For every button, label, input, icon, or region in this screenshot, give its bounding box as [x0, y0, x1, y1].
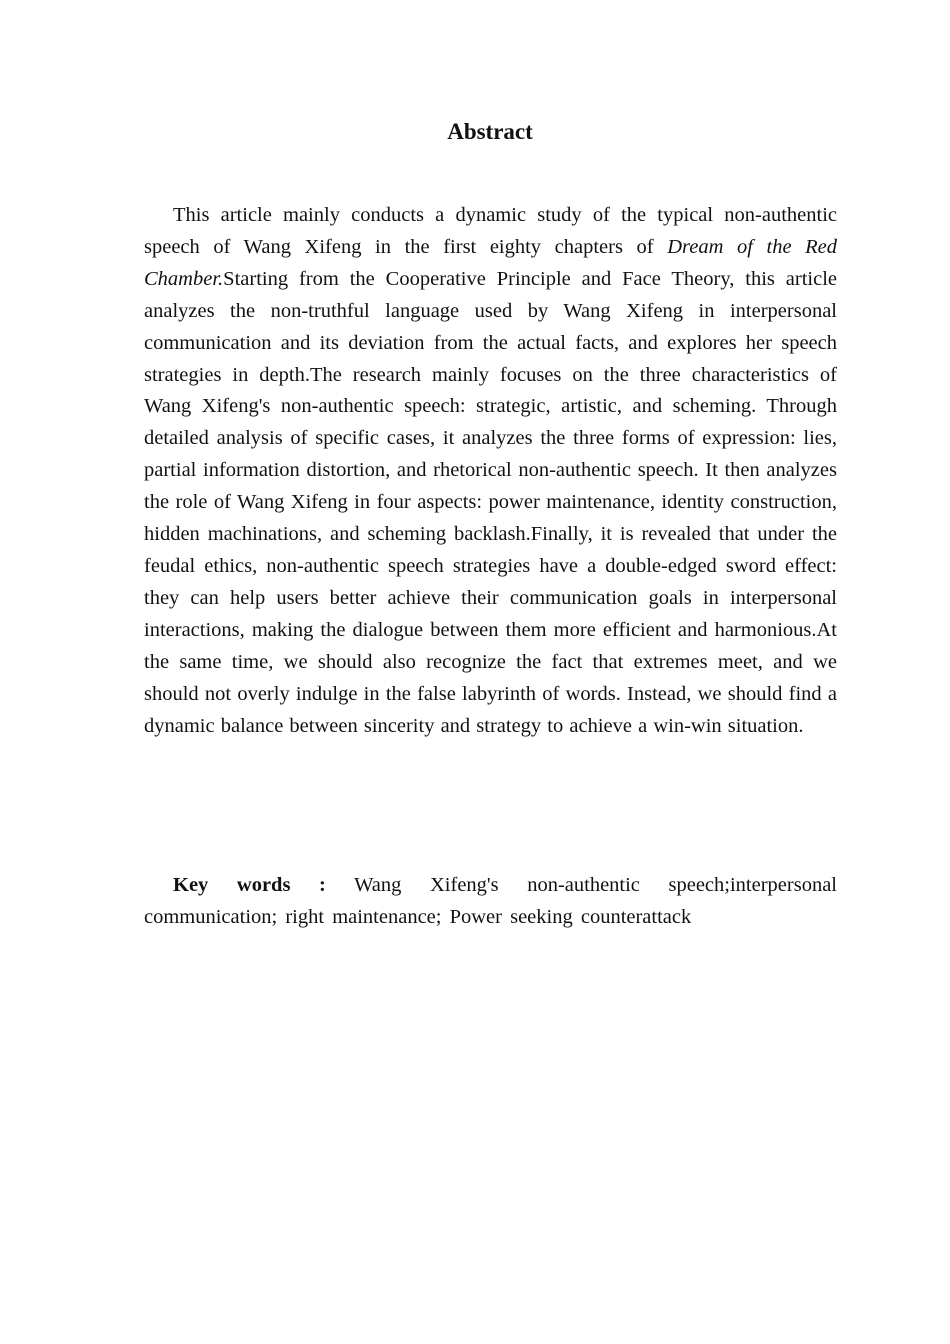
keywords-text: Wang Xifeng's non-authentic speech;interpersonal communication; right maintenance; Power seeking counterattack — [144, 874, 837, 928]
abstract-paragraph — [144, 200, 837, 742]
abstract-text-start: This article mainly conducts a dynamic study of the typical non-authentic speech of Wang Xifeng in the first eighty chapters of — [144, 204, 837, 258]
abstract-title: Abstract — [447, 119, 533, 144]
book-title: Dream of the Red Chamber. — [144, 235, 837, 290]
abstract-text-rest: Starting from the Cooperative Principle and Face Theory, this article analyzes the non-truthful language used by Wang Xifeng in interpersonal communication and its deviation from the actual facts, and explores her speech strategies in depth.The research mainly focuses on the three characteristics of Wang Xifeng's non-authentic speech: strategic, artistic, and scheming. Through detailed analysis of specific cases, it analyzes the three forms of expression: lies, partial information distortion, and rhetorical non-authentic speech. It then analyzes the role of Wang Xifeng in four aspects: power maintenance, identity construction, hidden machinations, and scheming backlash.Finally, it is revealed that under the feudal ethics, non-authentic speech strategies have a double-edged sword effect: they can help users better achieve their communication goals in interpersonal interactions, making the dialogue between them more efficient and harmonious.At the same time, we should also recognize the fact that extremes meet, and we should not overly indulge in the false labyrinth of words. Instead, we should find a dynamic balance between sincerity and strategy to achieve a win-win situation. — [144, 267, 837, 737]
keywords-paragraph — [144, 870, 837, 934]
keywords-label: Key words : — [173, 874, 326, 896]
